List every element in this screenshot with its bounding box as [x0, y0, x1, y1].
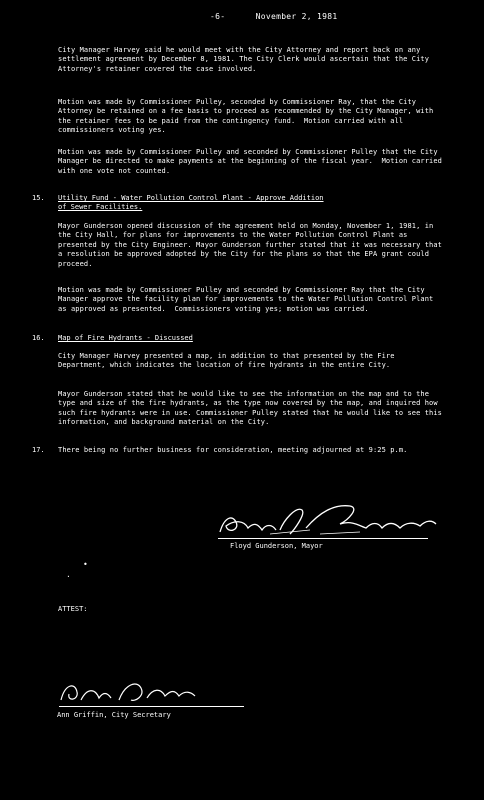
secretary-printed-name: Ann Griffin, City Secretary [57, 711, 171, 719]
item-17-number: 17. [32, 446, 45, 454]
mayor-signature-line [218, 538, 428, 539]
scan-mark: · [66, 572, 71, 581]
scan-mark: • [83, 560, 88, 569]
page-number: -6- [210, 12, 226, 21]
item-15-paragraph-2: Motion was made by Commissioner Pulley and seconded by Commissioner Ray that the City Manager approve the facility plan for improvements to the Water Pollution Control Plant as approved as presented. Commissioners voting yes; motion was carried. [58, 286, 438, 313]
item-15-title-line2: of Sewer Facilities. [58, 203, 143, 212]
item-16-number: 16. [32, 334, 45, 342]
page-header [210, 12, 337, 21]
item-15-title [58, 194, 458, 213]
paragraph-3: Motion was made by Commissioner Pulley and seconded by Commissioner Pulley that the City Manager be directed to make payments at the beginning of the fiscal year. Motion carried with one vote not counted. [58, 148, 447, 175]
mayor-signature-block [210, 500, 440, 560]
secretary-signature-line [59, 706, 244, 707]
item-16-title [58, 334, 458, 343]
item-16-paragraph-1: City Manager Harvey presented a map, in addition to that presented by the Fire Department, which indicates the location of fire hydrants in the entire City. [58, 352, 399, 370]
item-15-title-line1: Utility Fund - Water Pollution Control Plant - Approve Addition [58, 194, 324, 202]
item-16-title-text: Map of Fire Hydrants - Discussed [58, 334, 193, 342]
item-16-paragraph-2: Mayor Gunderson stated that he would like to see the information on the map and to the type and size of the fire hydrants, as the type now covered by the map, and inquired how such fire hydrants were in use. Commissioner Pulley stated that he would like to see this information, and background material on the City. [58, 390, 447, 427]
mayor-printed-name: Floyd Gunderson, Mayor [230, 542, 323, 550]
secretary-signature-image [55, 678, 245, 708]
page-date: November 2, 1981 [255, 12, 338, 21]
item-15-number: 15. [32, 194, 45, 202]
attest-label: ATTEST: [58, 605, 88, 613]
paragraph-1: City Manager Harvey said he would meet with the City Attorney and report back on any settlement agreement by December 8, 1981. The City Clerk would ascertain that the City Attorney's retainer covered the case involved. [58, 46, 434, 73]
item-17-paragraph-1: There being no further business for consideration, meeting adjourned at 9:25 p.m. [58, 446, 408, 454]
mayor-signature-image [210, 500, 440, 540]
item-15-paragraph-1: Mayor Gunderson opened discussion of the agreement held on Monday, November 1, 1981, in the City Hall, for plans for improvements to the Water Pollution Control Plant as presented by the City Engineer. Mayor Gunderson further stated that it was necessary that a resolution be approved adopted by the City for the plans so that the EPA grant could proceed. [58, 222, 447, 268]
paragraph-2: Motion was made by Commissioner Pulley, seconded by Commissioner Ray, that the City Attorney be retained on a fee basis to proceed as recommended by the City Manager, with the retainer fees to be paid from the contingency fund. Motion carried with all commissioners voting yes. [58, 98, 438, 135]
secretary-signature-block [55, 678, 255, 728]
